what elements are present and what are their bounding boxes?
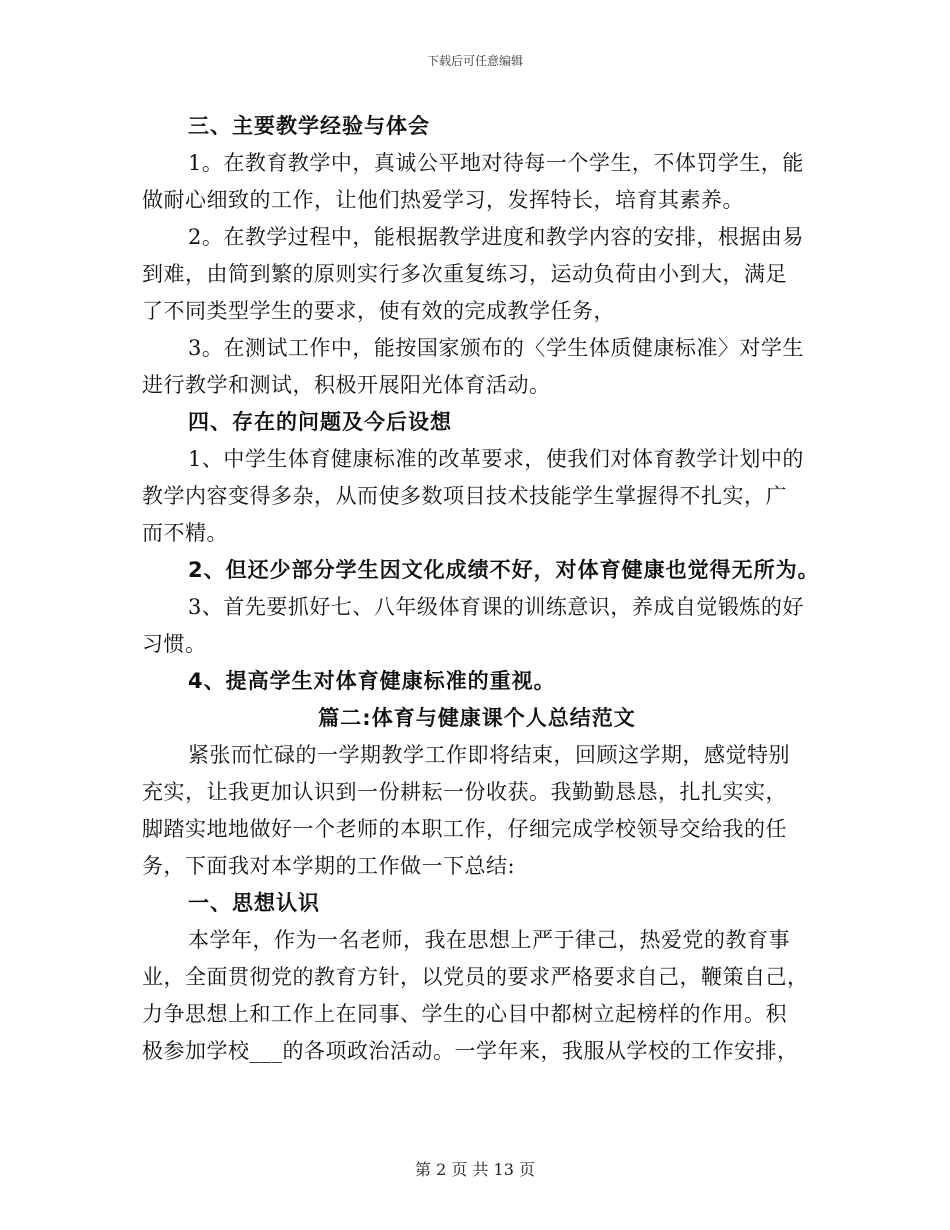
paragraph-line: 而不精。	[142, 521, 228, 545]
part-2-title: 篇二:体育与健康课个人总结范文	[318, 706, 636, 730]
paragraph-line: 脚踏实地地做好一个老师的本职工作，仔细完成学校领导交给我的任	[142, 817, 787, 841]
paragraph-line: 进行教学和测试，积极开展阳光体育活动。	[142, 373, 551, 397]
page-header-note: 下载后可任意编辑	[426, 54, 523, 68]
paragraph-line: 了不同类型学生的要求，使有效的完成教学任务，	[142, 299, 615, 323]
paragraph-line: 力争思想上和工作上在同事、学生的心目中都树立起榜样的作用。积	[142, 1002, 787, 1026]
paragraph-line: 充实，让我更加认识到一份耕耘一份收获。我勤勤恳恳，扎扎实实，	[142, 780, 787, 804]
paragraph-line: 本学年，作为一名老师，我在思想上严于律己，热爱党的教育事	[188, 928, 790, 952]
paragraph-line: 1。在教育教学中，真诚公平地对待每一个学生，不体罚学生，能	[188, 151, 804, 175]
paragraph-line: 极参加学校___的各项政治活动。一学年来，我服从学校的工作安排，	[142, 1039, 799, 1063]
paragraph-line-bold: 2、但还少部分学生因文化成绩不好，对体育健康也觉得无所为。	[188, 558, 820, 582]
paragraph-line: 3、首先要抓好七、八年级体育课的训练意识，养成自觉锻炼的好	[188, 595, 804, 619]
paragraph-line: 到难，由简到繁的原则实行多次重复练习，运动负荷由小到大，满足	[142, 262, 787, 286]
section-3-title: 三、主要教学经验与体会	[188, 114, 430, 138]
paragraph-line: 紧张而忙碌的一学期教学工作即将结束，回顾这学期，感觉特别	[188, 743, 790, 767]
page-number-footer: 第 2 页 共 13 页	[415, 1160, 535, 1179]
paragraph-line: 2。在教学过程中，能根据教学进度和教学内容的安排，根据由易	[188, 225, 804, 249]
paragraph-line-bold: 4、提高学生对体育健康标准的重视。	[188, 669, 556, 693]
section-4-title: 四、存在的问题及今后设想	[188, 410, 452, 434]
paragraph-line: 习惯。	[142, 632, 207, 656]
paragraph-line: 业，全面贯彻党的教育方针，以党员的要求严格要求自己，鞭策自己，	[142, 965, 809, 989]
document-body	[142, 108, 820, 1070]
paragraph-line: 务，下面我对本学期的工作做一下总结:	[142, 854, 516, 878]
paragraph-line: 做耐心细致的工作，让他们热爱学习，发挥特长，培育其素养。	[142, 188, 744, 212]
paragraph-line: 3。在测试工作中，能按国家颁布的〈学生体质健康标准〉对学生	[188, 336, 804, 360]
paragraph-line: 教学内容变得多杂，从而使多数项目技术技能学生掌握得不扎实，广	[142, 484, 787, 508]
subsection-1-title: 一、思想认识	[188, 891, 320, 915]
paragraph-line: 1、中学生体育健康标准的改革要求，使我们对体育教学计划中的	[188, 447, 804, 471]
